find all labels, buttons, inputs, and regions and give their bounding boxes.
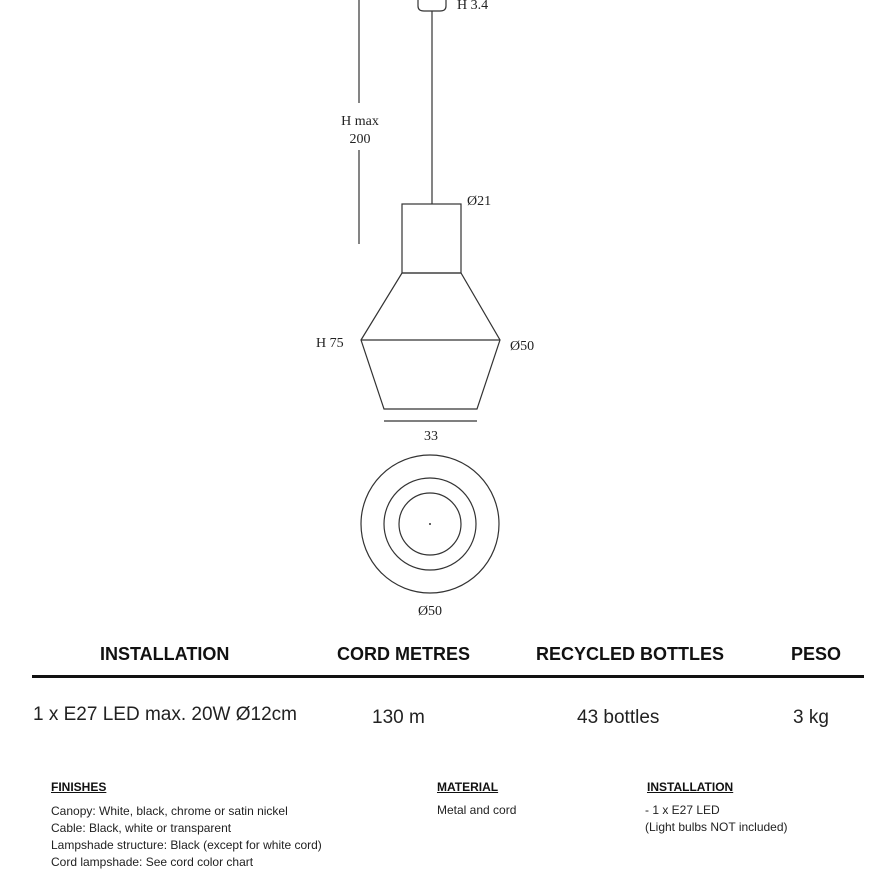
canopy — [418, 0, 446, 11]
cord-metres-header: CORD METRES — [337, 644, 471, 664]
finishes-line-cord: Cord lampshade: See cord color chart — [51, 855, 254, 869]
max-height-label: H max — [341, 114, 379, 129]
plan-diameter-label: Ø50 — [417, 604, 443, 619]
weight-header: PESO — [791, 644, 842, 664]
recycled-bottles-header: RECYCLED BOTTLES — [536, 644, 725, 664]
canopy-height-label: H 3.4 — [457, 0, 489, 13]
shade-diameter-label: Ø50 — [510, 339, 535, 354]
cord-metres-value: 130 m — [372, 707, 425, 728]
top-diameter-label: Ø21 — [467, 194, 492, 209]
recycled-bottles-value: 43 bottles — [577, 707, 660, 728]
installation-line-note: (Light bulbs NOT included) — [645, 820, 788, 834]
finishes-line-cable: Cable: Black, white or transparent — [51, 821, 232, 835]
lamp-neck — [402, 204, 461, 273]
material-line: Metal and cord — [437, 803, 517, 817]
lamp-shade — [361, 273, 500, 409]
max-height-value: 200 — [349, 132, 371, 147]
shade-height-label: H 75 — [316, 336, 344, 351]
installation-line-bulb: - 1 x E27 LED — [645, 803, 720, 817]
finishes-title: FINISHES — [51, 780, 107, 794]
finishes-line-canopy: Canopy: White, black, chrome or satin nickel — [51, 804, 288, 818]
installation-header: INSTALLATION — [100, 644, 230, 664]
material-title: MATERIAL — [437, 780, 499, 794]
installation-value: 1 x E27 LED max. 20W Ø12cm — [33, 704, 297, 725]
table-divider — [32, 675, 864, 678]
bottom-width-label: 33 — [424, 429, 438, 444]
weight-value: 3 kg — [793, 707, 829, 728]
finishes-line-structure: Lampshade structure: Black (except for white cord) — [51, 838, 322, 852]
installation-details-title: INSTALLATION — [647, 780, 734, 794]
plan-center-point — [429, 523, 431, 525]
